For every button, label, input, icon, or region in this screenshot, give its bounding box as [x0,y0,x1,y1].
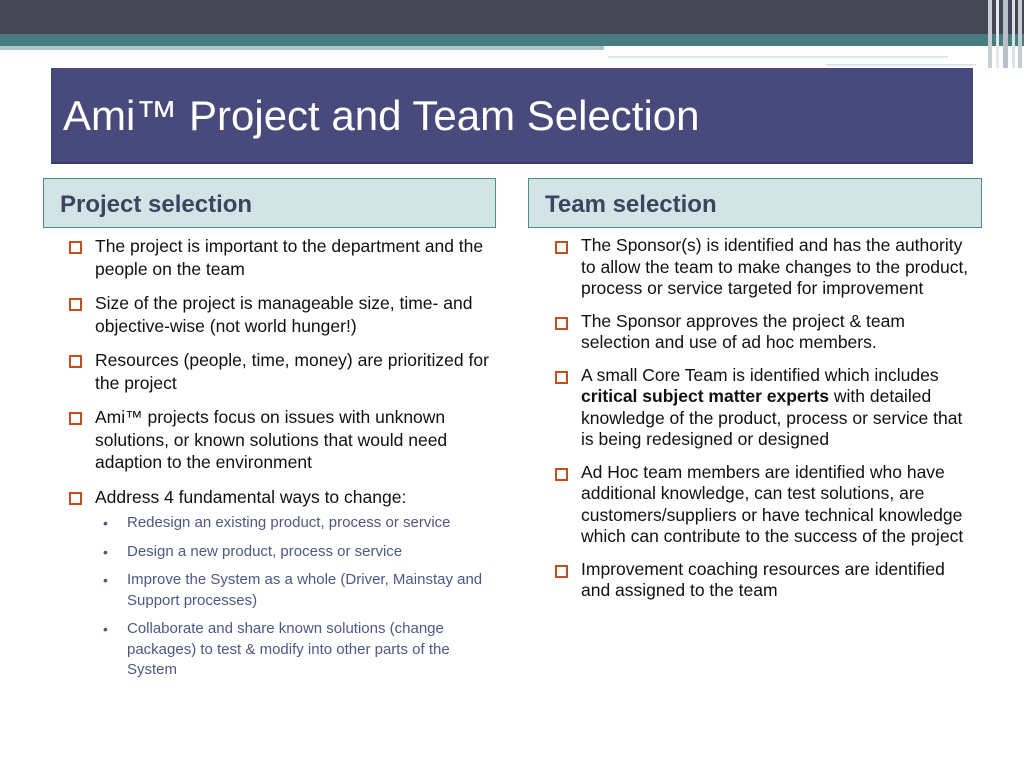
emphasis-text: critical subject matter experts [581,386,830,406]
dot-bullet-icon: • [103,543,108,560]
list-item: Address 4 fundamental ways to change: • Redesign an existing product, process or service • Design a new product, process or service • Improve the System as a whole (Driver, Mainstay and Support processes) • Collaborate and share known solutions (change packages) to test & modify into other parts of the System [67,486,495,681]
team-selection-header [528,178,982,228]
list-item: Ami™ projects focus on issues with unknown solutions, or known solutions that would need adaption to the environment [67,406,495,474]
project-selection-list [67,235,495,693]
list-item: Resources (people, time, money) are prioritized for the project [67,349,495,394]
checkbox-bullet-icon [555,565,568,578]
list-item: Size of the project is manageable size, time- and objective-wise (not world hunger!) [67,292,495,337]
checkbox-bullet-icon [555,317,568,330]
checkbox-bullet-icon [555,468,568,481]
project-selection-heading: Project selection [60,191,253,218]
team-selection-heading: Team selection [545,191,717,218]
sub-list-item: • Improve the System as a whole (Driver, Mainstay and Support processes) [103,571,483,609]
checkbox-bullet-icon [69,412,82,425]
decor-vertical-bars [984,0,1024,68]
top-band-light [0,46,604,50]
change-ways-sublist [95,513,495,681]
top-band-dark [0,0,1024,34]
checkbox-bullet-icon [69,355,82,368]
sub-list-item: • Collaborate and share known solutions (change packages) to test & modify into other parts of the System [103,620,450,678]
project-selection-header [43,178,496,228]
checkbox-bullet-icon [555,371,568,384]
checkbox-bullet-icon [555,241,568,254]
list-item: The Sponsor approves the project & team selection and use of ad hoc members. [553,311,978,354]
decor-line [608,56,948,58]
checkbox-bullet-icon [69,241,82,254]
title-bar [51,68,973,164]
slide-title: Ami™ Project and Team Selection [63,92,700,139]
dot-bullet-icon: • [103,515,108,531]
list-item: The project is important to the department and the people on the team [67,235,495,280]
dot-bullet-icon: • [103,621,108,637]
top-band-teal [0,34,1024,46]
list-item: A small Core Team is identified which includes critical subject matter experts with detailed knowledge of the product, process or service that is being redesigned or designed [553,365,978,451]
sub-list-item: • Redesign an existing product, process or service [95,513,495,534]
dot-bullet-icon: • [103,572,108,588]
decor-line [826,64,976,66]
sub-list-item: • Design a new product, process or service [95,542,495,563]
checkbox-bullet-icon [69,492,82,505]
team-selection-list [553,235,978,613]
list-item: Improvement coaching resources are identified and assigned to the team [553,559,978,602]
list-item: The Sponsor(s) is identified and has the authority to allow the team to make changes to the product, process or service targeted for improvement [553,235,978,300]
list-item: Ad Hoc team members are identified who have additional knowledge, can test solutions, are customers/suppliers or have technical knowledge which can contribute to the success of the project [553,462,978,548]
checkbox-bullet-icon [69,298,82,311]
